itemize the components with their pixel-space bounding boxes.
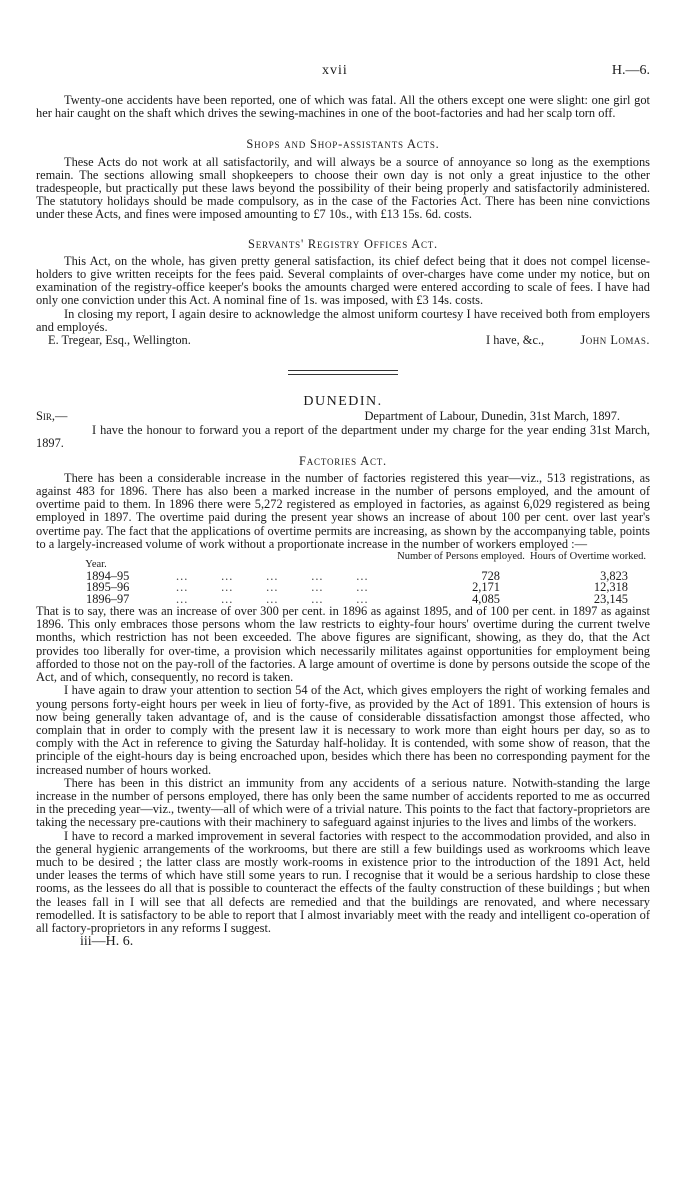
row-hours: 23,145 [593, 591, 628, 606]
row-hours: 12,318 [593, 580, 628, 595]
paragraph-servants: This Act, on the whole, has given pretty general satisfaction, its chief defect being that it does not compel license-holders to give written receipts for the fees paid. Several complaints of over-charges have come under my notice, but on examination of the registry-office keeper's books the amounts charged were entered according to scale of fees. I have had only one conviction under this Act. A nominal fine of 1s. was imposed, with £3 14s. costs. [36, 253, 650, 308]
row-persons: 728 [481, 568, 500, 583]
paragraph-shops: These Acts do not work at all satisfactorily, and will always be a source of annoyance so long as the exemptions remain. The sections allowing small shopkeepers to choose their own day is not only a great injustice to the other tradespeople, but practically put these laws beyond the possibility of their being properly and satisfactorily administered. The statutory holidays should be made compulsory, as in the case of the Factories Act. There has been nine convictions under these Acts, and fines were imposed amounting to £7 10s., with £13 15s. 6d. costs. [36, 154, 650, 222]
column-header-hours: Hours of Overtime worked. [529, 551, 647, 563]
row-year: 1894–95 [86, 568, 130, 583]
table-row: 1894–95 ... ... ... ... ... 728 3,823 [36, 571, 650, 583]
paragraph-that-is: That is to say, there was an increase of over 300 per cent. in 1896 as against 1895, and of 100 per cent. in 1897 as against 1896. This only embraces those persons whom the law restricts to eighty-four hours' overtime during the current twelve months, which restriction has not been exceeded. The above figures are significant, showing, as they do, that the Act provides too liberally for over-time, a provision which necessarily militates against opportunities for employment being afforded to those not on the pay-roll of the factories. A large amount of overtime is done by persons outside the scope of the Act, and of which, consequently, no record is taken. [36, 604, 650, 685]
paragraph-accidents: Twenty-one accidents have been reported, one of which was fatal. All the others except one were slight: one girl got her hair caught on the shaft which drives the sewing-machines in one of the boot-factories and had her scalp torn off. [36, 93, 650, 121]
valediction: I have, &c., [486, 333, 545, 348]
heading-factories-act: Factories Act. [299, 453, 387, 468]
paragraph-honour: I have the honour to forward you a report of the department under my charge for the year ending 31st March, 1897. [36, 423, 650, 451]
addressee: E. Tregear, Esq., Wellington. [48, 333, 191, 348]
paragraph-section-54: I have again to draw your attention to section 54 of the Act, which gives employers the right of working females and young persons forty-eight hours per week in lieu of forty-five, as provided by the Act of 1891. This extension of hours is now being generally taken advantage of, and is the cause of considerable dissatisfaction amongst those affected, who complain that in order to comply with the present law it is necessary to work more than eight hours per day, so as to comply with the Act in reference to giving the Saturday half-holiday. It is contended, with some show of reason, that the principle of the eight-hours day is being encroached upon, besides which there has been no corresponding payment for the increased number of hours worked. [36, 683, 650, 777]
document-reference: H.—6. [611, 63, 650, 78]
column-header-persons: Number of Persons employed. [397, 551, 525, 563]
overtime-table [36, 551, 650, 605]
row-persons: 4,085 [472, 591, 500, 606]
salutation-line [36, 410, 650, 424]
signatory-name: John Lomas. [580, 333, 650, 348]
signature-mark: iii—H. 6. [80, 934, 134, 950]
heading-servants-registry: Servants' Registry Offices Act. [248, 236, 438, 251]
page-header [36, 64, 650, 94]
heading-dunedin: DUNEDIN. [303, 394, 383, 410]
dateline: Department of Labour, Dunedin, 31st March, 1897. [364, 409, 620, 424]
row-hours: 3,823 [600, 568, 628, 583]
page-number: xvii [322, 63, 348, 78]
row-persons: 2,171 [472, 580, 500, 595]
document-page [36, 0, 650, 948]
paragraph-improvement: I have to record a marked improvement in several factories with respect to the accommodation provided, and also in the general hygienic arrangements of the workrooms, but there are still a few buildings used as workrooms which leave much to be desired ; the latter class are mostly work-rooms in existence prior to the introduction of the 1891 Act, held under leases the terms of which have still some years to run. I recognise that it would be a serious hardship to close these rooms, as the lessees do all that is possible to counteract the effects of the faulty construction of these buildings ; but when the leases fall in I will see that all defects are remedied and that the buildings are renovated, and where necessary remodelled. It is satisfactory to be able to report that I almost invariably meet with the ready and intelligent co-operation of all factory-proprietors in any reforms I suggest. [36, 828, 650, 935]
row-year: 1896–97 [86, 591, 130, 606]
column-header-year: Year. [85, 559, 107, 571]
table-row: 1896–97 ... ... ... ... ... 4,085 23,145 [36, 594, 650, 606]
paragraph-closing: In closing my report, I again desire to acknowledge the almost uniform courtesy I have received both from employers and employés. [36, 306, 650, 334]
table-row: 1895–96 ... ... ... ... ... 2,171 12,318 [36, 582, 650, 594]
salutation: Sir,— [36, 409, 68, 424]
heading-shops-acts: Shops and Shop-assistants Acts. [246, 137, 440, 152]
paragraph-immunity: There has been in this district an immunity from any accidents of a serious nature. Notwith-standing the large increase in the number of persons employed, there has only been the same number of accidents reported to me as occurred in the preceding year—viz., twenty—all of which were of a trivial nature. This points to the fact that factory-proprietors are taking the necessary pre-cautions with their machinery to safeguard against injuries to the lives and limbs of the workers. [36, 775, 650, 830]
paragraph-factories: There has been a considerable increase in the number of factories registered this year—viz., 513 registrations, as against 483 for 1896. There has also been a marked increase in the number of persons employed, and the amount of overtime paid to them. In 1896 there were 5,272 registered as employed in factories, as against 6,029 registered as being employed in 1897. The overtime paid during the present year shows an increase of about 100 per cent. over last year's overtime pay. The fact that the applications of overtime permits are increasing, as shown by the accompanying table, points to a largely-increased volume of work without a proportionate increase in the number of workers employed :— [36, 470, 650, 551]
signature-block [36, 334, 650, 348]
row-year: 1895–96 [86, 580, 130, 595]
